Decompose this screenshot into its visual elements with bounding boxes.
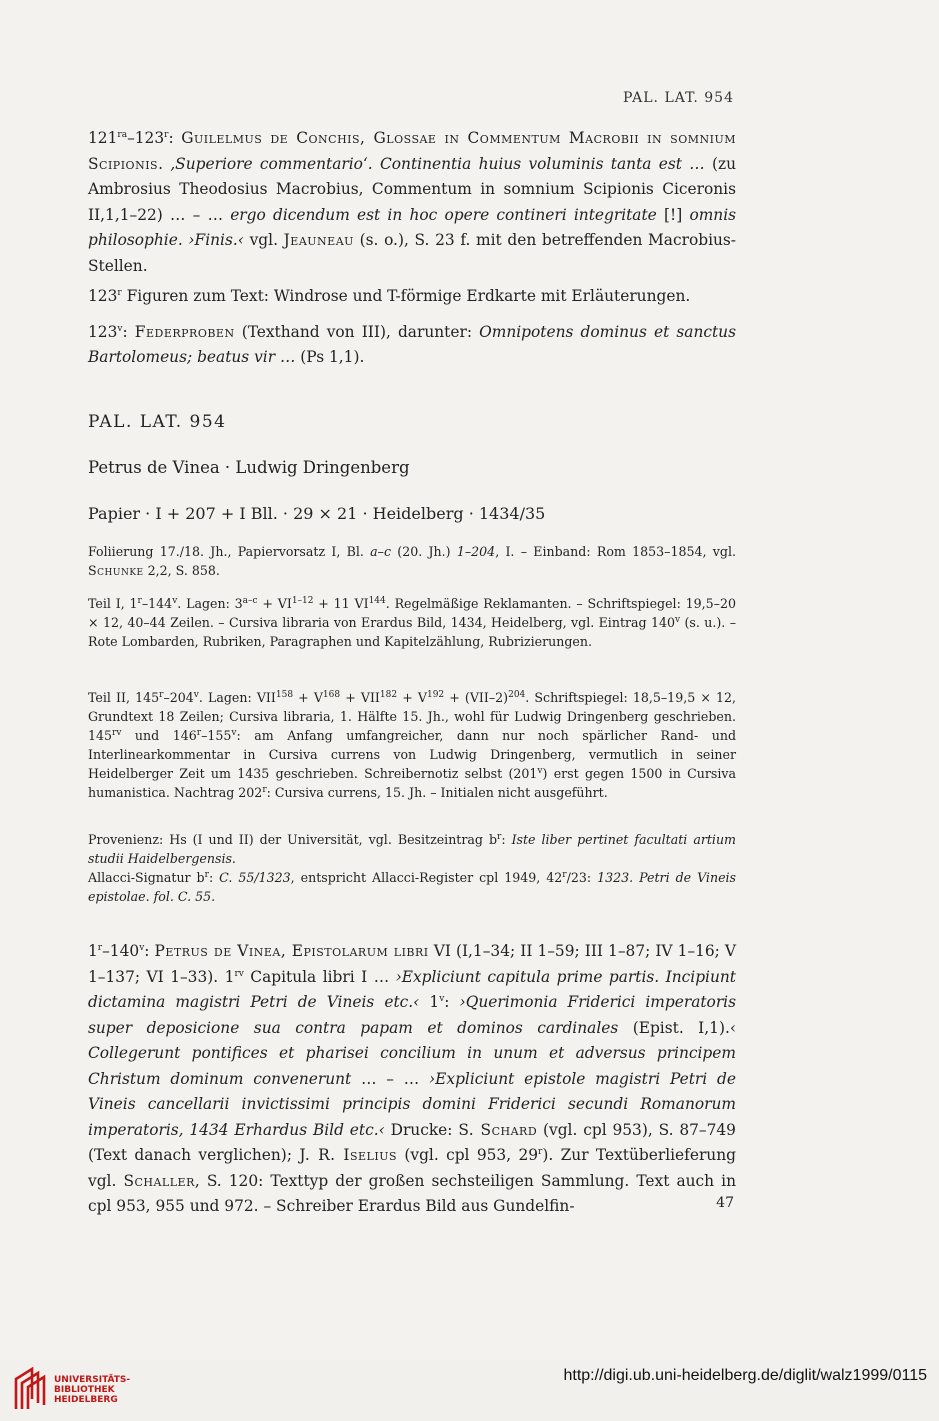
entry-petrus-de-vinea: 1$^r$–140$^v$: Petrus de Vinea, Epistolarum libri VI (I,1–34; II 1–59; III 1–87; IV 1–16; V 1–137; VI 1–33). $1^{rv}$ Capitula libri I … ›Expliciunt capitula prime partis. Incipiunt dictamina magistri Petri de Vineis etc.‹ 1$^v$: ›Querimonia Friderici imperatoris super deposicione sua contra papam et dominos cardinales (Epist. I,1).‹ Collegerunt pontifices et pharisei concilium in unum et adversus principem Christum dominum convenerunt … – … ›Expliciunt epistole magistri Petri de Vineis cancellarii invictissimi principis domini Friderici secundi Romanorum imperatoris, 1434 Erhardus Bild etc.‹ Drucke: S. Schard (vgl. cpl 953), S. 87–749 (Text danach verglichen); J. R. Iselius (vgl. cpl 953, 29$^r$). Zur Textüberlieferung vgl. Schaller, S. 120: Texttyp der großen sechsteiligen Sammlung. Text auch in cpl 953, 955 und 972. – Schreiber Erardus Bild aus Gundelfin- (88, 942, 737, 1215)
manuscript-title: Petrus de Vinea · Ludwig Dringenberg (88, 458, 410, 477)
manuscript-meta: Papier · I + 207 + I Bll. · 29 × 21 · Heidelberg · 1434/35 (88, 504, 546, 523)
paragraph: 123$^r$ Figuren zum Text: Windrose und T-förmige Erdkarte mit Erläuterungen. (88, 287, 691, 305)
paragraph: $121^{ra}-123^r$: Guilelmus de Conchis, Glossae in Commentum Macrobii in somnium Scipionis. ‚Superiore commentario‘. Continentia huius voluminis tanta est … (zu Ambrosius Theodosius Macrobius, Commentum in somnium Scipionis Ciceronis II,1,1–22) … – … ergo dicendum est in hoc opere contineri integritate [!] omnis philosophie. ›Finis.‹ vgl. Jeauneau (s. o.), S. 23 f. mit den betreffenden Macrobius-Stellen. (88, 129, 737, 275)
library-logo-icon (10, 1365, 50, 1411)
description-foliierung: Foliierung 17./18. Jh., Papiervorsatz I, Bl. a–c (20. Jh.) 1–204, I. – Einband: Rom 1853–1854, vgl. Schunke 2,2, S. 858. (88, 544, 736, 578)
section-heading: PAL. LAT. 954 (88, 412, 227, 432)
entry-federproben (88, 294, 736, 371)
entry-guilelmus (88, 126, 736, 279)
source-url-link[interactable]: http://digi.ub.uni-heidelberg.de/diglit/walz1999/0115 (563, 1367, 927, 1384)
running-head: PAL. LAT. 954 (623, 90, 734, 106)
page-number: 47 (716, 1195, 734, 1211)
library-name: UNIVERSITÄTS- BIBLIOTHEK HEIDELBERG (54, 1375, 131, 1405)
description-provenienz: Provenienz: Hs (I und II) der Universität, vgl. Besitzeintrag $b^r$: Iste liber pertinet facultati artium studii Haidelbergensis. Allacci-Signatur $b^r$: C. 55/1323, entspricht Allacci-Register cpl 1949, 42$^r$/23: 1323. Petri de Vineis epistolae. fol. C. 55. (88, 831, 737, 904)
description-teil-1: Teil I, 1$^r$–144$^v$. Lagen: $3^{a-c} + VI^{1-12} + 11$ VI$^{144}$. Regelmäßige Reklamanten. – Schriftspiegel: 19,5–20 × 12, 40–44 Zeilen. – Cursiva libraria von Erardus Bild, 1434, Heidelberg, vgl. Eintrag 140$^v$ (s. u.). – Rote Lombarden, Rubriken, Paragraphen und Kapitelzählung, Rubrizierungen. (88, 595, 736, 649)
description-teil-2: Teil II, 145$^r$–204$^v$. Lagen: $VII^{158} + V^{168} + VII^{182} + V^{192} + (VII-2)^{204}$. Schriftspiegel: 18,5–19,5 × 12, Grundtext 18 Zeilen; Cursiva libraria, 1. Hälfte 15. Jh., wohl für Ludwig Dringenberg geschrieben. $145^{rv}$ und 146$^r$–155$^v$: am Anfang umfangreicher, dann nur noch spärlicher Rand- und Interlinearkommentar in Cursiva currens von Ludwig Dringenberg, vermutlich in seiner Heidelberger Zeit um 1435 geschrieben. Schreibernotiz selbst (201$^v$) erst gegen 1500 in Cursiva humanistica. Nachtrag 202$^r$: Cursiva currens, 15. Jh. – Initialen nicht ausgeführt. (88, 689, 737, 800)
paragraph: 123$^v$: Federproben (Texthand von III), darunter: Omnipotens dominus et sanctus Bartolomeus; beatus vir … (Ps 1,1). (88, 322, 736, 366)
